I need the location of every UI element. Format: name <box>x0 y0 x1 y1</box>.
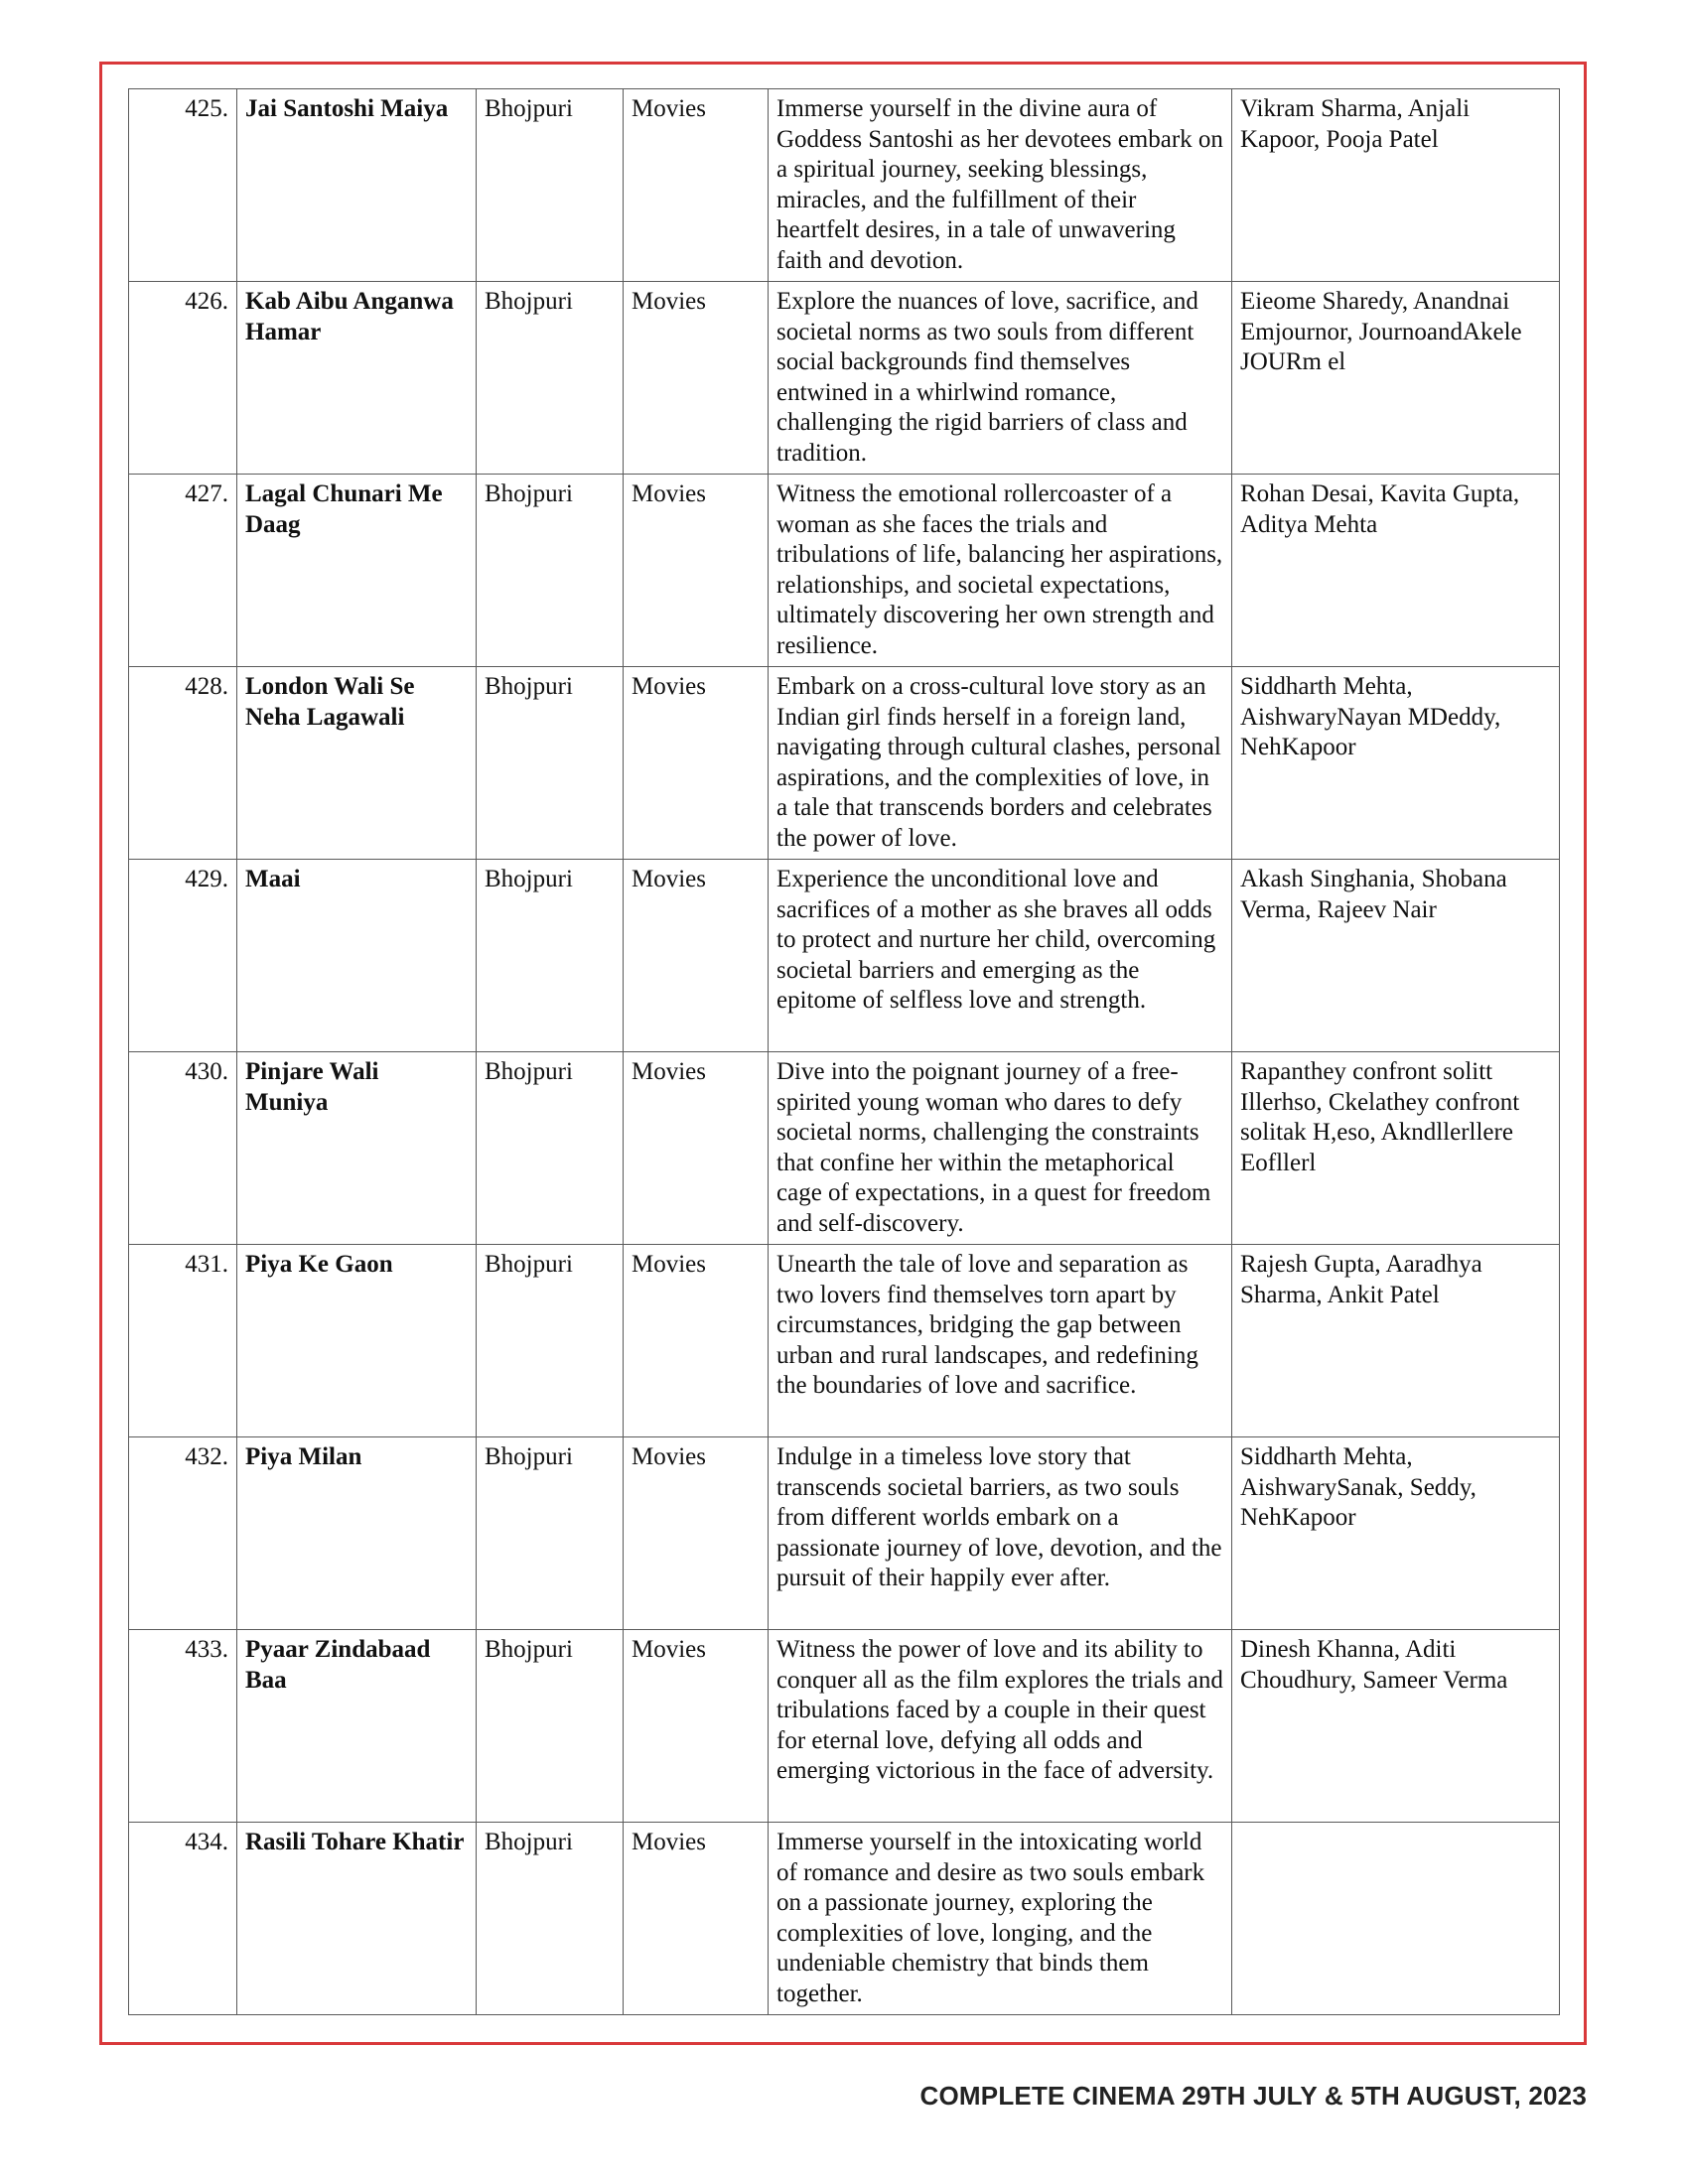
movie-title: Lagal Chunari Me Daag <box>237 475 477 667</box>
table-row <box>129 475 1560 667</box>
movie-language: Bhojpuri <box>477 475 624 667</box>
movie-description: Witness the power of love and its ability to conquer all as the film explores the trials and tribulations faced by a couple in their quest for eternal love, defying all odds and emerging victorious in the face of adversity. <box>769 1630 1232 1823</box>
table-row <box>129 1437 1560 1630</box>
movie-cast: Rapanthey confront solitt Illerhso, Ckelathey confront solitak H,eso, Akndllerllere Eofllerl <box>1232 1052 1560 1245</box>
movie-title: Pinjare Wali Muniya <box>237 1052 477 1245</box>
movie-cast: Siddharth Mehta, AishwarySanak, Seddy, NehKapoor <box>1232 1437 1560 1630</box>
entry-number: 432. <box>129 1437 237 1630</box>
entry-number: 427. <box>129 475 237 667</box>
publication-footer: COMPLETE CINEMA 29TH JULY & 5TH AUGUST, 2023 <box>919 2081 1587 2111</box>
movie-description: Dive into the poignant journey of a free-spirited young woman who dares to defy societal norms, challenging the constraints that confine her within the metaphorical cage of expectations, in a quest for freedom and self-discovery. <box>769 1052 1232 1245</box>
movie-cast: Rajesh Gupta, Aaradhya Sharma, Ankit Patel <box>1232 1245 1560 1437</box>
movie-category: Movies <box>624 1437 769 1630</box>
movie-category: Movies <box>624 1052 769 1245</box>
movie-description: Unearth the tale of love and separation as two lovers find themselves torn apart by circumstances, bridging the gap between urban and rural landscapes, and redefining the boundaries of love and sacrifice. <box>769 1245 1232 1437</box>
movie-title: Maai <box>237 860 477 1052</box>
movie-description: Immerse yourself in the intoxicating world of romance and desire as two souls embark on a passionate journey, exploring the complexities of love, longing, and the undeniable chemistry that binds them together. <box>769 1823 1232 2015</box>
movie-language: Bhojpuri <box>477 860 624 1052</box>
movie-category: Movies <box>624 475 769 667</box>
entry-number: 431. <box>129 1245 237 1437</box>
movie-language: Bhojpuri <box>477 1052 624 1245</box>
table-row <box>129 667 1560 860</box>
movie-title: Jai Santoshi Maiya <box>237 89 477 282</box>
movie-title: Pyaar Zindabaad Baa <box>237 1630 477 1823</box>
entry-number: 425. <box>129 89 237 282</box>
movie-listing-body <box>129 89 1560 2015</box>
movie-description: Explore the nuances of love, sacrifice, and societal norms as two souls from different social backgrounds find themselves entwined in a whirlwind romance, challenging the rigid barriers of class and tradition. <box>769 282 1232 475</box>
entry-number: 430. <box>129 1052 237 1245</box>
movie-description: Indulge in a timeless love story that transcends societal barriers, as two souls from different worlds embark on a passionate journey of love, devotion, and the pursuit of their happily ever after. <box>769 1437 1232 1630</box>
movie-description: Witness the emotional rollercoaster of a woman as she faces the trials and tribulations of life, balancing her aspirations, relationships, and societal expectations, ultimately discovering her own strength and resilience. <box>769 475 1232 667</box>
movie-listing-table <box>128 88 1560 2015</box>
movie-cast: Eieome Sharedy, Anandnai Emjournor, JournoandAkele JOURm el <box>1232 282 1560 475</box>
table-row <box>129 282 1560 475</box>
movie-description: Experience the unconditional love and sacrifices of a mother as she braves all odds to protect and nurture her child, overcoming societal barriers and emerging as the epitome of selfless love and strength. <box>769 860 1232 1052</box>
entry-number: 429. <box>129 860 237 1052</box>
movie-title: Rasili Tohare Khatir <box>237 1823 477 2015</box>
movie-description: Immerse yourself in the divine aura of Goddess Santoshi as her devotees embark on a spiritual journey, seeking blessings, miracles, and the fulfillment of their heartfelt desires, in a tale of unwavering faith and devotion. <box>769 89 1232 282</box>
movie-category: Movies <box>624 1823 769 2015</box>
entry-number: 433. <box>129 1630 237 1823</box>
movie-title: Kab Aibu Anganwa Hamar <box>237 282 477 475</box>
movie-category: Movies <box>624 1245 769 1437</box>
entry-number: 428. <box>129 667 237 860</box>
movie-cast: Siddharth Mehta, AishwaryNayan MDeddy, NehKapoor <box>1232 667 1560 860</box>
movie-cast: Rohan Desai, Kavita Gupta, Aditya Mehta <box>1232 475 1560 667</box>
movie-category: Movies <box>624 89 769 282</box>
movie-language: Bhojpuri <box>477 1245 624 1437</box>
table-row <box>129 1052 1560 1245</box>
movie-category: Movies <box>624 860 769 1052</box>
movie-category: Movies <box>624 282 769 475</box>
movie-language: Bhojpuri <box>477 667 624 860</box>
movie-description: Embark on a cross-cultural love story as an Indian girl finds herself in a foreign land, navigating through cultural clashes, personal aspirations, and the complexities of love, in a tale that transcends borders and celebrates the power of love. <box>769 667 1232 860</box>
movie-language: Bhojpuri <box>477 1823 624 2015</box>
movie-category: Movies <box>624 1630 769 1823</box>
movie-cast: Vikram Sharma, Anjali Kapoor, Pooja Patel <box>1232 89 1560 282</box>
movie-language: Bhojpuri <box>477 89 624 282</box>
table-row <box>129 1245 1560 1437</box>
entry-number: 426. <box>129 282 237 475</box>
table-row <box>129 89 1560 282</box>
movie-language: Bhojpuri <box>477 1630 624 1823</box>
movie-title: Piya Milan <box>237 1437 477 1630</box>
table-row <box>129 1823 1560 2015</box>
movie-category: Movies <box>624 667 769 860</box>
movie-language: Bhojpuri <box>477 282 624 475</box>
movie-cast <box>1232 1823 1560 2015</box>
table-row <box>129 860 1560 1052</box>
movie-title: Piya Ke Gaon <box>237 1245 477 1437</box>
movie-language: Bhojpuri <box>477 1437 624 1630</box>
entry-number: 434. <box>129 1823 237 2015</box>
movie-title: London Wali Se Neha Lagawali <box>237 667 477 860</box>
movie-cast: Akash Singhania, Shobana Verma, Rajeev Nair <box>1232 860 1560 1052</box>
movie-cast: Dinesh Khanna, Aditi Choudhury, Sameer Verma <box>1232 1630 1560 1823</box>
table-row <box>129 1630 1560 1823</box>
